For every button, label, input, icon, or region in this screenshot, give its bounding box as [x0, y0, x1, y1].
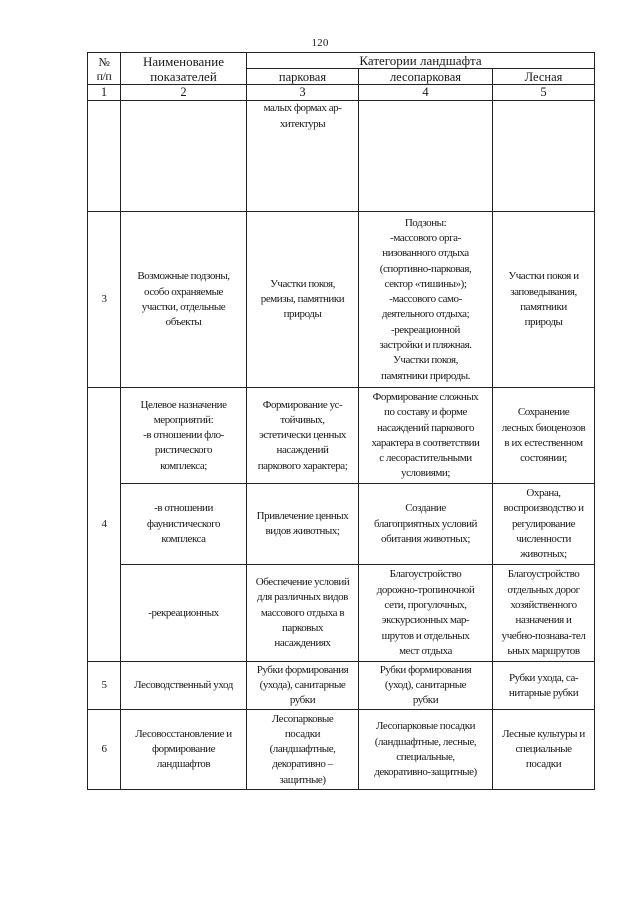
header-indicator-name-cell: Наименование показателей — [121, 53, 247, 85]
column-index-5: 5 — [493, 85, 595, 101]
row4a-name: Целевое назначение мероприятий: -в отношении фло- ристического комплекса; — [121, 388, 247, 484]
header-categories-title: Категории ландшафта — [247, 53, 595, 69]
landscape-categories-table — [87, 52, 595, 790]
header-cat-park: парковая — [247, 69, 359, 85]
header-number-cell: № п/п — [88, 53, 121, 85]
cont-num-cell — [88, 101, 121, 212]
header-cat-forest: Лесная — [493, 69, 595, 85]
table-row-6 — [88, 710, 595, 790]
row5-forestpark: Рубки формирования (уход), санитарные рубки — [359, 662, 493, 710]
header-cat-forestpark: лесопарковая — [359, 69, 493, 85]
row4a-forest: Сохранение лесных биоценозов в их естественном состоянии; — [493, 388, 595, 484]
table-row-3 — [88, 212, 595, 388]
row4b-forestpark: Создание благоприятных условий обитания животных; — [359, 484, 493, 565]
row4c-park: Обеспечение условий для различных видов массового отдыха в парковых насаждениях — [247, 565, 359, 662]
column-index-3: 3 — [247, 85, 359, 101]
table-row-4b — [88, 484, 595, 565]
cont-name-cell — [121, 101, 247, 212]
column-index-4: 4 — [359, 85, 493, 101]
row6-num: 6 — [88, 710, 121, 790]
row4b-name: -в отношении фаунистического комплекса — [121, 484, 247, 565]
row4b-park: Привлечение ценных видов животных; — [247, 484, 359, 565]
header-row-1 — [88, 53, 595, 69]
row3-num: 3 — [88, 212, 121, 388]
row4c-name: -рекреационных — [121, 565, 247, 662]
column-index-1: 1 — [88, 85, 121, 101]
row6-name: Лесовосстановление и формирование ландшафтов — [121, 710, 247, 790]
row6-park: Лесопарковые посадки (ландшафтные, декоративно – защитные) — [247, 710, 359, 790]
row4-num: 4 — [88, 388, 121, 662]
row3-forest: Участки покоя и заповедывания, памятники природы — [493, 212, 595, 388]
column-index-row — [88, 85, 595, 101]
table-row-continuation — [88, 101, 595, 212]
row4c-forest: Благоустройство отдельных дорог хозяйственного назначения и учебно-познава-тел ьных маршрутов — [493, 565, 595, 662]
cont-forestpark-cell — [359, 101, 493, 212]
table-row-4c — [88, 565, 595, 662]
row3-forestpark: Подзоны: -массового орга- низованного отдыха (спортивно-парковая, сектор «тишины»); -массового само- деятельного отдыха; -рекреационной застройки и пляжная. Участки покоя, памятники природы. — [359, 212, 493, 388]
row4a-forestpark: Формирование сложных по составу и форме насаждений паркового характера в соответствии с лесорастительными условиями; — [359, 388, 493, 484]
cont-forest-cell — [493, 101, 595, 212]
row3-park: Участки покоя, ремизы, памятники природы — [247, 212, 359, 388]
page-number: 120 — [311, 37, 329, 49]
row5-num: 5 — [88, 662, 121, 710]
table-row-5 — [88, 662, 595, 710]
row4a-park: Формирование ус- тойчивых, эстетически ценных насаждений паркового характера; — [247, 388, 359, 484]
row4c-forestpark: Благоустройство дорожно-тропиночной сети, прогулочных, экскурсионных мар- шрутов и отдельных мест отдыха — [359, 565, 493, 662]
row4b-forest: Охрана, воспроизводство и регулирование численности животных; — [493, 484, 595, 565]
row3-name: Возможные подзоны, особо охраняемые участки, отдельные объекты — [121, 212, 247, 388]
row6-forestpark: Лесопарковые посадки (ландшафтные, лесные, специальные, декоративно-защитные) — [359, 710, 493, 790]
column-index-2: 2 — [121, 85, 247, 101]
cont-park-cell: малых формах ар- хитектуры — [247, 101, 359, 212]
row5-park: Рубки формирования (ухода), санитарные рубки — [247, 662, 359, 710]
row5-forest: Рубки ухода, са- нитарные рубки — [493, 662, 595, 710]
table-row-4a — [88, 388, 595, 484]
row6-forest: Лесные культуры и специальные посадки — [493, 710, 595, 790]
row5-name: Лесоводственный уход — [121, 662, 247, 710]
